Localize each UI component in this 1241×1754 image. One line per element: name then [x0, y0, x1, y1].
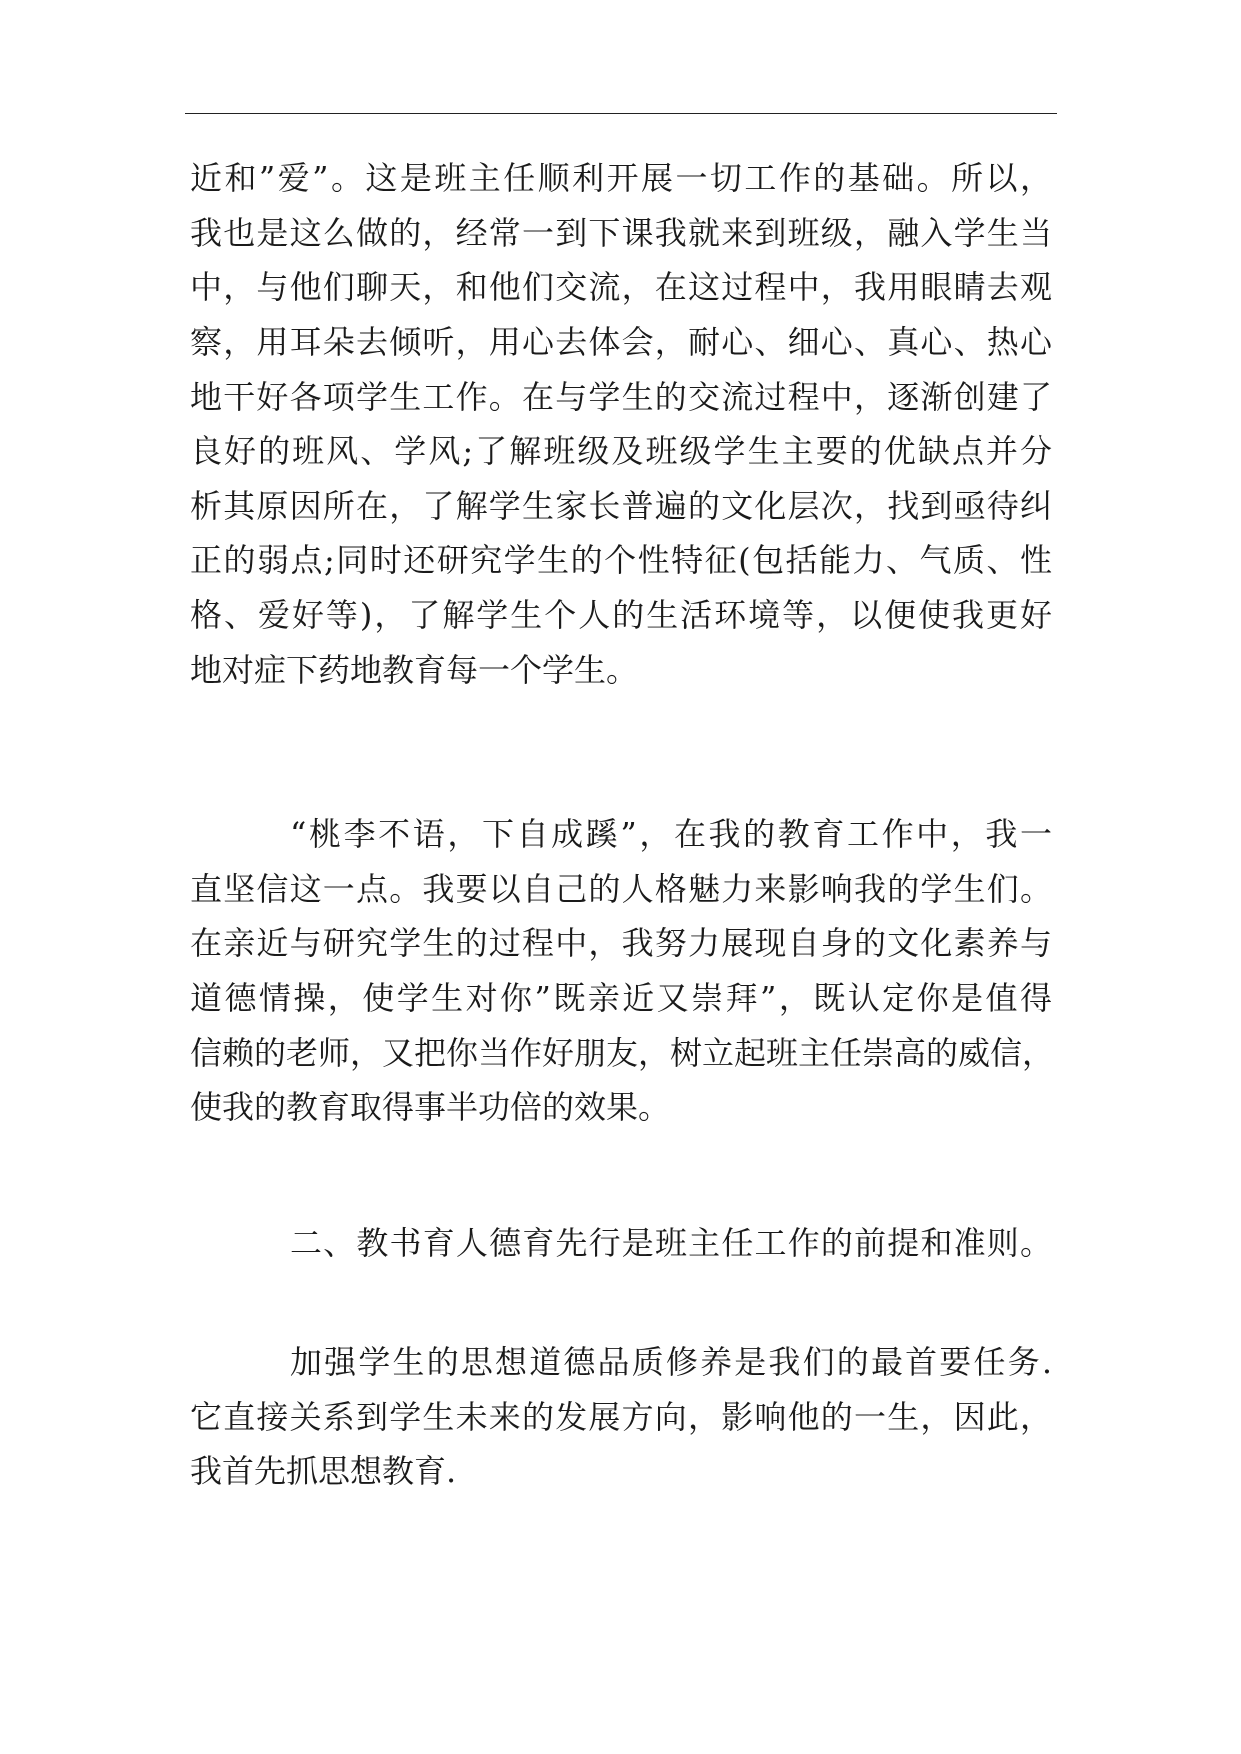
text-line: 近和”爱”。这是班主任顺利开展一切工作的基础。所以， — [190, 159, 1052, 197]
text-line: 直坚信这一点。我要以自己的人格魅力来影响我的学生们。 — [190, 870, 1052, 908]
text-line: 使我的教育取得事半功倍的效果。 — [190, 1088, 671, 1126]
text-line: 我也是这么做的，经常一到下课我就来到班级，融入学生当 — [190, 214, 1052, 252]
header-rule — [185, 113, 1057, 114]
text-line: 正的弱点;同时还研究学生的个性特征(包括能力、气质、性 — [190, 541, 1052, 579]
text-line: 在亲近与研究学生的过程中，我努力展现自身的文化素养与 — [190, 924, 1052, 962]
text-line: 道德情操，使学生对你”既亲近又崇拜”，既认定你是值得 — [190, 979, 1052, 1017]
text-line: 加强学生的思想道德品质修养是我们的最首要任务. — [290, 1343, 1052, 1381]
text-line: 中，与他们聊天，和他们交流，在这过程中，我用眼睛去观 — [190, 268, 1052, 306]
text-line: 地对症下药地教育每一个学生。 — [190, 651, 639, 689]
text-line: 信赖的老师，又把你当作好朋友，树立起班主任崇高的威信， — [190, 1034, 1055, 1072]
text-line: 良好的班风、学风;了解班级及班级学生主要的优缺点并分 — [190, 432, 1052, 470]
text-line: 我首先抓思想教育. — [190, 1452, 457, 1490]
text-line: 格、爱好等)，了解学生个人的生活环境等，以便使我更好 — [190, 596, 1052, 634]
text-line: “桃李不语，下自成蹊”，在我的教育工作中，我一 — [290, 815, 1052, 853]
text-line: 它直接关系到学生未来的发展方向，影响他的一生，因此， — [190, 1398, 1052, 1436]
text-line: 析其原因所在，了解学生家长普遍的文化层次，找到亟待纠 — [190, 487, 1052, 525]
heading-text: 二、教书育人德育先行是班主任工作的前提和准则。 — [290, 1224, 1052, 1262]
text-line: 察，用耳朵去倾听，用心去体会，耐心、细心、真心、热心 — [190, 323, 1052, 361]
text-line: 地干好各项学生工作。在与学生的交流过程中，逐渐创建了 — [190, 378, 1052, 416]
